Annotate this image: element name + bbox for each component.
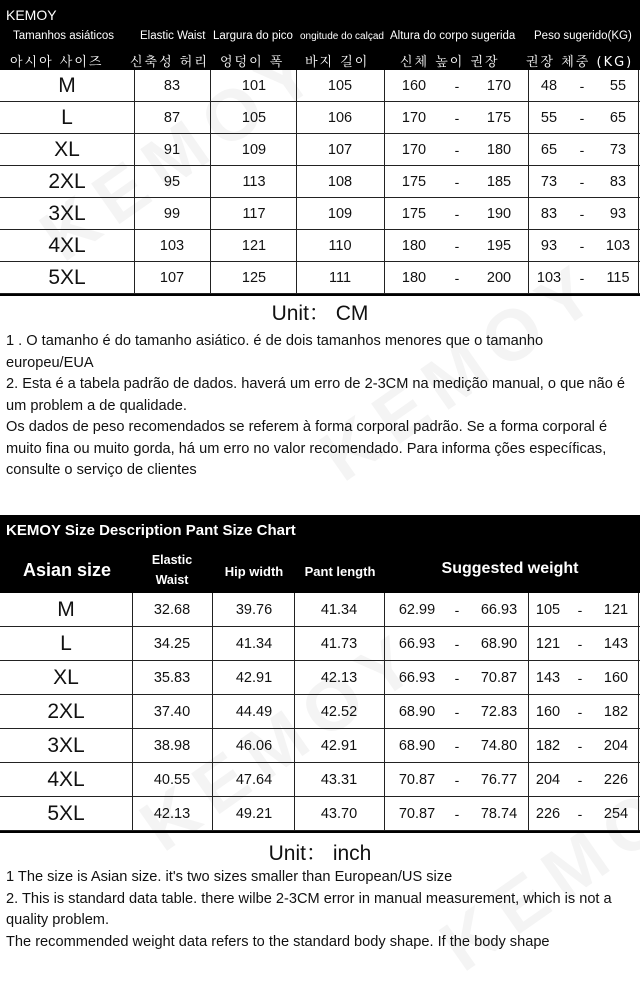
column-divider bbox=[638, 70, 639, 294]
size-cell: 2XL bbox=[48, 169, 86, 193]
height-max-cell: 195 bbox=[486, 237, 512, 254]
weight-min-cell: 48 bbox=[540, 77, 558, 94]
kr-elastic-waist: 신축성 허리 bbox=[130, 55, 209, 70]
size-cell: 3XL bbox=[47, 733, 85, 757]
hip-cell: 117 bbox=[242, 205, 266, 222]
size-cell: 3XL bbox=[48, 201, 86, 225]
height-max-cell: 185 bbox=[486, 173, 512, 190]
length-cell: 106 bbox=[327, 109, 353, 126]
header-asian-size: Tamanhos asiáticos bbox=[13, 30, 114, 42]
size-cell: XL bbox=[54, 137, 80, 161]
table-row bbox=[0, 262, 640, 294]
length-cell: 110 bbox=[328, 237, 352, 254]
kr-pant-length: 바지 길이 bbox=[305, 55, 370, 70]
height-max-cell: 175 bbox=[486, 109, 512, 126]
size-cell: L bbox=[60, 631, 72, 655]
cm-table-bottom-rule bbox=[0, 294, 640, 296]
header-suggested-weight: Suggested weight bbox=[441, 560, 579, 577]
kr-height: 신체 높이 권장 bbox=[400, 55, 500, 70]
height-min-cell: 70.87 bbox=[398, 805, 436, 822]
height-max-cell: 74.80 bbox=[480, 737, 518, 754]
weight-min-cell: 226 bbox=[535, 805, 561, 822]
length-cell: 109 bbox=[327, 205, 353, 222]
waist-cell: 34.25 bbox=[153, 635, 191, 652]
height-max-cell: 190 bbox=[486, 205, 512, 222]
table-row bbox=[0, 70, 640, 102]
height-min-cell: 170 bbox=[401, 141, 427, 158]
inch-notes bbox=[6, 867, 632, 953]
header-pant-length: ongitude do calçad bbox=[300, 31, 384, 42]
header-elastic-waist: Elastic Waist bbox=[140, 30, 206, 42]
weight-max-cell: 226 bbox=[603, 771, 629, 788]
weight-min-cell: 121 bbox=[535, 635, 561, 652]
weight-min-cell: 73 bbox=[540, 173, 558, 190]
column-divider bbox=[528, 70, 529, 294]
column-divider bbox=[132, 593, 133, 831]
length-cell: 42.13 bbox=[320, 669, 358, 686]
hip-cell: 121 bbox=[241, 237, 267, 254]
waist-cell: 91 bbox=[163, 141, 181, 158]
column-divider bbox=[384, 593, 385, 831]
column-divider bbox=[134, 70, 135, 294]
hip-cell: 41.34 bbox=[235, 635, 273, 652]
waist-cell: 40.55 bbox=[153, 771, 191, 788]
height-min-cell: 160 bbox=[401, 77, 427, 94]
dash: - bbox=[579, 205, 585, 222]
hip-cell: 105 bbox=[241, 109, 267, 126]
column-divider bbox=[528, 593, 529, 831]
cm-note-1: 1 . O tamanho é do tamanho asiático. é de dois tamanhos menores que o tamanho europeu/EUA bbox=[6, 333, 544, 371]
header-asian-size: Asian size bbox=[22, 560, 112, 580]
height-min-cell: 180 bbox=[401, 269, 427, 286]
inch-note-3: The recommended weight data refers to the standard body shape. If the body shape bbox=[6, 933, 550, 950]
waist-cell: 107 bbox=[159, 269, 185, 286]
inch-table-header bbox=[0, 515, 640, 593]
brand-label: KEMOY bbox=[6, 7, 57, 23]
table-row bbox=[0, 230, 640, 262]
inch-table-bottom-rule bbox=[0, 831, 640, 833]
table-row bbox=[0, 134, 640, 166]
dash: - bbox=[454, 737, 460, 754]
weight-min-cell: 143 bbox=[535, 669, 561, 686]
dash: - bbox=[579, 109, 585, 126]
height-min-cell: 68.90 bbox=[398, 703, 436, 720]
height-max-cell: 70.87 bbox=[480, 669, 518, 686]
dash: - bbox=[579, 237, 585, 254]
cm-notes bbox=[6, 331, 632, 482]
kr-weight: 권장 체중 (KG) bbox=[526, 55, 634, 70]
weight-max-cell: 160 bbox=[603, 669, 629, 686]
table-row bbox=[0, 695, 640, 729]
size-cell: 4XL bbox=[47, 767, 85, 791]
dash: - bbox=[577, 771, 583, 788]
dash: - bbox=[454, 601, 460, 618]
size-cell: M bbox=[57, 597, 75, 621]
weight-max-cell: 182 bbox=[603, 703, 629, 720]
weight-max-cell: 55 bbox=[609, 77, 627, 94]
column-divider bbox=[296, 70, 297, 294]
dash: - bbox=[577, 635, 583, 652]
hip-cell: 101 bbox=[241, 77, 267, 94]
height-min-cell: 66.93 bbox=[398, 669, 436, 686]
length-cell: 108 bbox=[327, 173, 353, 190]
waist-cell: 37.40 bbox=[153, 703, 191, 720]
height-min-cell: 175 bbox=[401, 173, 427, 190]
dash: - bbox=[579, 141, 585, 158]
weight-min-cell: 103 bbox=[536, 269, 562, 286]
table-row bbox=[0, 729, 640, 763]
dash: - bbox=[454, 205, 460, 222]
length-cell: 43.70 bbox=[320, 805, 358, 822]
cm-unit-label: Unit： CM bbox=[271, 302, 369, 325]
dash: - bbox=[577, 601, 583, 618]
size-cell: 5XL bbox=[47, 801, 85, 825]
dash: - bbox=[454, 77, 460, 94]
inch-note-1: 1 The size is Asian size. it's two sizes smaller than European/US size bbox=[6, 869, 453, 885]
waist-cell: 38.98 bbox=[153, 737, 191, 754]
header-hip-width: Largura do pico bbox=[213, 30, 293, 42]
dash: - bbox=[454, 141, 460, 158]
size-cell: L bbox=[61, 105, 73, 129]
weight-min-cell: 55 bbox=[540, 109, 558, 126]
weight-max-cell: 115 bbox=[606, 269, 630, 286]
header-height: Altura do corpo sugerida bbox=[390, 30, 516, 42]
hip-cell: 47.64 bbox=[235, 771, 273, 788]
hip-cell: 113 bbox=[242, 173, 266, 190]
dash: - bbox=[577, 669, 583, 686]
dash: - bbox=[454, 237, 460, 254]
inch-note-2: 2. This is standard data table. there wilbe 2-3CM error in manual measurement, which is not a quality problem. bbox=[6, 890, 612, 928]
table-row bbox=[0, 627, 640, 661]
size-cell: 2XL bbox=[47, 699, 85, 723]
table-row bbox=[0, 763, 640, 797]
column-divider bbox=[638, 593, 639, 831]
table-row bbox=[0, 198, 640, 230]
height-max-cell: 170 bbox=[486, 77, 512, 94]
cm-note-2: 2. Esta é a tabela padrão de dados. haverá um erro de 2-3CM na medição manual, o que não é um problem a de qualidade. bbox=[6, 376, 626, 414]
size-cell: 4XL bbox=[48, 233, 86, 257]
header-elastic-waist-line2: Waist bbox=[155, 573, 189, 587]
height-min-cell: 62.99 bbox=[398, 601, 436, 618]
weight-max-cell: 254 bbox=[603, 805, 629, 822]
height-min-cell: 180 bbox=[401, 237, 427, 254]
hip-cell: 49.21 bbox=[235, 805, 273, 822]
dash: - bbox=[579, 173, 585, 190]
weight-max-cell: 83 bbox=[609, 173, 627, 190]
waist-cell: 83 bbox=[163, 77, 181, 94]
weight-max-cell: 73 bbox=[609, 141, 627, 158]
weight-min-cell: 93 bbox=[540, 237, 558, 254]
dash: - bbox=[454, 635, 460, 652]
size-cell: XL bbox=[53, 665, 79, 689]
height-min-cell: 175 bbox=[401, 205, 427, 222]
hip-cell: 42.91 bbox=[235, 669, 273, 686]
kr-asian-size: 아시아 사이즈 bbox=[10, 55, 104, 70]
height-max-cell: 200 bbox=[486, 269, 512, 286]
column-divider bbox=[294, 593, 295, 831]
table-row bbox=[0, 797, 640, 831]
size-cell: 5XL bbox=[48, 265, 86, 289]
dash: - bbox=[454, 173, 460, 190]
column-divider bbox=[210, 70, 211, 294]
weight-min-cell: 105 bbox=[535, 601, 561, 618]
height-max-cell: 66.93 bbox=[480, 601, 518, 618]
length-cell: 41.34 bbox=[320, 601, 358, 618]
header-weight: Peso sugerido(KG) bbox=[534, 30, 632, 42]
weight-max-cell: 65 bbox=[609, 109, 627, 126]
cm-size-table bbox=[0, 70, 640, 294]
dash: - bbox=[577, 703, 583, 720]
weight-max-cell: 121 bbox=[603, 601, 629, 618]
waist-cell: 42.13 bbox=[153, 805, 191, 822]
hip-cell: 39.76 bbox=[235, 601, 273, 618]
height-max-cell: 78.74 bbox=[480, 805, 518, 822]
dash: - bbox=[579, 269, 585, 286]
dash: - bbox=[454, 703, 460, 720]
weight-min-cell: 65 bbox=[540, 141, 558, 158]
header-hip-width: Hip width bbox=[224, 564, 284, 579]
waist-cell: 35.83 bbox=[153, 669, 191, 686]
inch-unit-label: Unit： inch bbox=[268, 842, 372, 865]
dash: - bbox=[454, 771, 460, 788]
cm-table-header bbox=[0, 0, 640, 70]
height-min-cell: 70.87 bbox=[398, 771, 436, 788]
height-min-cell: 66.93 bbox=[398, 635, 436, 652]
height-max-cell: 180 bbox=[486, 141, 512, 158]
weight-max-cell: 93 bbox=[609, 205, 627, 222]
length-cell: 107 bbox=[327, 141, 353, 158]
length-cell: 42.91 bbox=[320, 737, 358, 754]
weight-max-cell: 103 bbox=[605, 237, 631, 254]
inch-size-table bbox=[0, 593, 640, 831]
cm-note-3: Os dados de peso recomendados se referem à forma corporal padrão. Se a forma corporal é muito fina ou muito gorda, há um erro no valor recomendado. Para informa ções específicas, consulte o serviço de clientes bbox=[6, 419, 608, 478]
column-divider bbox=[384, 70, 385, 294]
weight-min-cell: 204 bbox=[535, 771, 561, 788]
weight-min-cell: 182 bbox=[535, 737, 561, 754]
dash: - bbox=[577, 737, 583, 754]
header-pant-length: Pant length bbox=[304, 564, 376, 579]
hip-cell: 125 bbox=[241, 269, 267, 286]
dash: - bbox=[454, 269, 460, 286]
waist-cell: 87 bbox=[163, 109, 181, 126]
dash: - bbox=[454, 805, 460, 822]
waist-cell: 95 bbox=[163, 173, 181, 190]
size-cell: M bbox=[58, 73, 76, 97]
length-cell: 111 bbox=[328, 269, 352, 286]
dash: - bbox=[454, 109, 460, 126]
hip-cell: 109 bbox=[241, 141, 267, 158]
column-divider bbox=[212, 593, 213, 831]
length-cell: 41.73 bbox=[320, 635, 358, 652]
height-max-cell: 76.77 bbox=[480, 771, 518, 788]
waist-cell: 99 bbox=[163, 205, 181, 222]
hip-cell: 46.06 bbox=[235, 737, 273, 754]
korean-header-row bbox=[0, 51, 640, 68]
inch-table-title: KEMOY Size Description Pant Size Chart bbox=[6, 522, 296, 539]
dash: - bbox=[577, 805, 583, 822]
table-row bbox=[0, 661, 640, 695]
waist-cell: 103 bbox=[159, 237, 185, 254]
length-cell: 42.52 bbox=[320, 703, 358, 720]
weight-max-cell: 143 bbox=[603, 635, 629, 652]
weight-min-cell: 160 bbox=[535, 703, 561, 720]
dash: - bbox=[454, 669, 460, 686]
weight-max-cell: 204 bbox=[603, 737, 629, 754]
waist-cell: 32.68 bbox=[153, 601, 191, 618]
kr-hip-width: 엉덩이 폭 bbox=[220, 55, 285, 70]
table-row bbox=[0, 102, 640, 134]
table-row bbox=[0, 166, 640, 198]
height-max-cell: 72.83 bbox=[480, 703, 518, 720]
length-cell: 105 bbox=[327, 77, 353, 94]
header-elastic-waist-line1: Elastic bbox=[151, 553, 193, 567]
height-max-cell: 68.90 bbox=[480, 635, 518, 652]
length-cell: 43.31 bbox=[320, 771, 358, 788]
weight-min-cell: 83 bbox=[540, 205, 558, 222]
hip-cell: 44.49 bbox=[235, 703, 273, 720]
table-row bbox=[0, 593, 640, 627]
dash: - bbox=[579, 77, 585, 94]
height-min-cell: 68.90 bbox=[398, 737, 436, 754]
height-min-cell: 170 bbox=[401, 109, 427, 126]
